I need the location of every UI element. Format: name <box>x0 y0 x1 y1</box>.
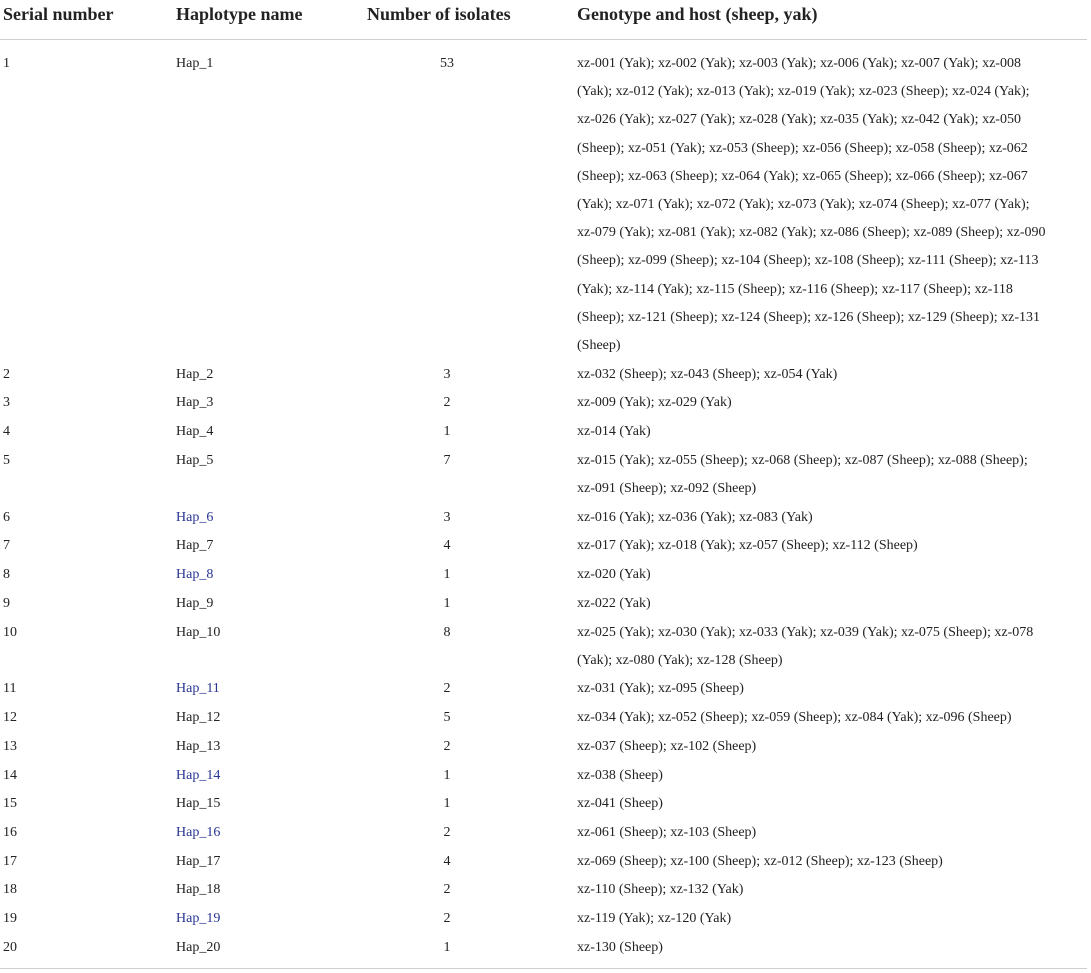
genotype-host-line: xz-009 (Yak); xz-029 (Yak) <box>577 395 732 411</box>
isolate-count-cell: 5 <box>443 710 451 726</box>
isolate-count-cell: 4 <box>443 853 451 869</box>
genotype-host-line: (Sheep); xz-099 (Sheep); xz-104 (Sheep); xz-108 (Sheep); xz-111 (Sheep); xz-113 <box>577 253 1039 269</box>
genotype-host-line: xz-032 (Sheep); xz-043 (Sheep); xz-054 (Yak) <box>577 366 838 382</box>
isolate-count-cell: 2 <box>443 824 451 840</box>
haplotype-name-cell: Hap_13 <box>176 738 221 754</box>
haplotype-name-cell: Hap_12 <box>176 710 221 726</box>
serial-number-cell: 16 <box>3 824 17 840</box>
isolate-count-cell: 1 <box>443 567 451 583</box>
haplotype-name-link[interactable]: Hap_8 <box>176 567 214 583</box>
genotype-host-line: xz-020 (Yak) <box>577 567 651 583</box>
genotype-host-line: xz-038 (Sheep) <box>577 767 663 783</box>
genotype-host-line: xz-091 (Sheep); xz-092 (Sheep) <box>577 481 757 496</box>
genotype-host-line: xz-025 (Yak); xz-030 (Yak); xz-033 (Yak); xz-039 (Yak); xz-075 (Sheep); xz-078 <box>577 624 1034 640</box>
genotype-host-line: xz-079 (Yak); xz-081 (Yak); xz-082 (Yak); xz-086 (Sheep); xz-089 (Sheep); xz-090 <box>577 225 1046 241</box>
serial-number-cell: 15 <box>3 796 17 812</box>
isolate-count-cell: 2 <box>443 681 451 697</box>
serial-number-cell: 3 <box>3 395 10 411</box>
header-serial-number: Serial number <box>3 4 114 24</box>
serial-number-cell: 7 <box>3 538 10 554</box>
genotype-host-line: (Sheep); xz-051 (Yak); xz-053 (Sheep); xz-056 (Sheep); xz-058 (Sheep); xz-062 <box>577 140 1028 156</box>
genotype-host-cell <box>577 561 1067 589</box>
haplotype-name-cell: Hap_7 <box>176 538 214 554</box>
isolate-count-cell: 2 <box>443 882 451 898</box>
genotype-host-cell <box>577 447 1067 503</box>
genotype-host-line: xz-037 (Sheep); xz-102 (Sheep) <box>577 738 757 754</box>
genotype-host-line: xz-017 (Yak); xz-018 (Yak); xz-057 (Sheep); xz-112 (Sheep) <box>577 538 918 554</box>
table-bottom-rule <box>0 968 1087 969</box>
serial-number-cell: 1 <box>3 56 10 71</box>
genotype-host-cell <box>577 50 1067 360</box>
haplotype-name-link[interactable]: Hap_6 <box>176 509 214 525</box>
genotype-host-line: xz-022 (Yak) <box>577 595 651 611</box>
isolate-count-cell: 1 <box>443 767 451 783</box>
genotype-host-cell <box>577 418 1067 446</box>
genotype-host-line: xz-130 (Sheep) <box>577 939 663 955</box>
serial-number-cell: 10 <box>3 624 17 640</box>
genotype-host-line: (Sheep); xz-063 (Sheep); xz-064 (Yak); xz-065 (Sheep); xz-066 (Sheep); xz-067 <box>577 168 1028 184</box>
serial-number-cell: 9 <box>3 595 10 611</box>
genotype-host-cell <box>577 733 1067 761</box>
haplotype-name-cell: Hap_20 <box>176 939 221 955</box>
serial-number-cell: 2 <box>3 366 10 382</box>
header-divider <box>0 39 1087 40</box>
haplotype-name-cell: Hap_10 <box>176 624 221 640</box>
genotype-host-cell <box>577 704 1067 732</box>
serial-number-cell: 5 <box>3 452 10 468</box>
genotype-host-line: xz-014 (Yak) <box>577 424 651 440</box>
genotype-host-cell <box>577 619 1067 675</box>
genotype-host-line: xz-069 (Sheep); xz-100 (Sheep); xz-012 (Sheep); xz-123 (Sheep) <box>577 853 943 869</box>
genotype-host-cell <box>577 590 1067 618</box>
isolate-count-cell: 8 <box>443 624 451 640</box>
genotype-host-line: xz-015 (Yak); xz-055 (Sheep); xz-068 (Sheep); xz-087 (Sheep); xz-088 (Sheep); <box>577 452 1028 468</box>
isolate-count-cell: 2 <box>443 738 451 754</box>
genotype-host-line: xz-061 (Sheep); xz-103 (Sheep) <box>577 824 757 840</box>
serial-number-cell: 17 <box>3 853 17 869</box>
genotype-host-line: xz-031 (Yak); xz-095 (Sheep) <box>577 681 744 697</box>
genotype-host-cell <box>577 361 1067 389</box>
genotype-host-line: (Yak); xz-071 (Yak); xz-072 (Yak); xz-073 (Yak); xz-074 (Sheep); xz-077 (Yak); <box>577 197 1030 213</box>
haplotype-name-link[interactable]: Hap_14 <box>176 767 221 783</box>
genotype-host-line: xz-110 (Sheep); xz-132 (Yak) <box>577 882 744 898</box>
haplotype-name-cell: Hap_5 <box>176 452 214 468</box>
genotype-host-line: (Sheep) <box>577 338 621 354</box>
isolate-count-cell: 3 <box>443 509 451 525</box>
header-genotype-host: Genotype and host (sheep, yak) <box>577 4 818 24</box>
genotype-host-line: (Sheep); xz-121 (Sheep); xz-124 (Sheep); xz-126 (Sheep); xz-129 (Sheep); xz-131 <box>577 309 1041 325</box>
genotype-host-line: xz-001 (Yak); xz-002 (Yak); xz-003 (Yak); xz-006 (Yak); xz-007 (Yak); xz-008 <box>577 56 1021 71</box>
haplotype-name-cell: Hap_9 <box>176 595 214 611</box>
genotype-host-cell <box>577 819 1067 847</box>
genotype-host-cell <box>577 790 1067 818</box>
genotype-host-cell <box>577 389 1067 417</box>
haplotype-name-cell: Hap_4 <box>176 424 214 440</box>
serial-number-cell: 8 <box>3 567 10 583</box>
isolate-count-cell: 1 <box>443 595 451 611</box>
serial-number-cell: 6 <box>3 509 10 525</box>
genotype-host-cell <box>577 934 1067 962</box>
header-number-of-isolates: Number of isolates <box>367 4 511 24</box>
haplotype-name-link[interactable]: Hap_11 <box>176 681 220 697</box>
serial-number-cell: 11 <box>3 681 17 697</box>
isolate-count-cell: 1 <box>443 424 451 440</box>
genotype-host-line: (Yak); xz-114 (Yak); xz-115 (Sheep); xz-116 (Sheep); xz-117 (Sheep); xz-118 <box>577 281 1013 297</box>
genotype-host-cell <box>577 532 1067 560</box>
isolate-count-cell: 53 <box>440 56 454 71</box>
genotype-host-cell <box>577 905 1067 933</box>
genotype-host-line: xz-034 (Yak); xz-052 (Sheep); xz-059 (Sheep); xz-084 (Yak); xz-096 (Sheep) <box>577 710 1012 726</box>
haplotype-name-cell: Hap_15 <box>176 796 221 812</box>
haplotype-name-cell: Hap_2 <box>176 366 214 382</box>
isolate-count-cell: 3 <box>443 366 451 382</box>
isolate-count-cell: 2 <box>443 911 451 926</box>
genotype-host-line: (Yak); xz-012 (Yak); xz-013 (Yak); xz-019 (Yak); xz-023 (Sheep); xz-024 (Yak); <box>577 84 1030 100</box>
isolate-count-cell: 2 <box>443 395 451 411</box>
isolate-count-cell: 4 <box>443 538 451 554</box>
haplotype-name-link[interactable]: Hap_19 <box>176 911 221 926</box>
isolate-count-cell: 7 <box>443 452 451 468</box>
serial-number-cell: 14 <box>3 767 17 783</box>
header-haplotype-name: Haplotype name <box>176 4 303 24</box>
serial-number-cell: 18 <box>3 882 17 898</box>
genotype-host-cell <box>577 504 1067 532</box>
serial-number-cell: 12 <box>3 710 17 726</box>
haplotype-name-cell: Hap_17 <box>176 853 221 869</box>
isolate-count-cell: 1 <box>443 796 451 812</box>
genotype-host-line: xz-041 (Sheep) <box>577 796 663 812</box>
genotype-host-line: xz-026 (Yak); xz-027 (Yak); xz-028 (Yak); xz-035 (Yak); xz-042 (Yak); xz-050 <box>577 112 1021 128</box>
serial-number-cell: 4 <box>3 424 10 440</box>
genotype-host-line: (Yak); xz-080 (Yak); xz-128 (Sheep) <box>577 652 783 668</box>
serial-number-cell: 13 <box>3 738 17 754</box>
haplotype-name-link[interactable]: Hap_16 <box>176 824 221 840</box>
serial-number-cell: 19 <box>3 911 17 926</box>
isolate-count-cell: 1 <box>443 939 451 955</box>
genotype-host-cell <box>577 876 1067 904</box>
genotype-host-line: xz-119 (Yak); xz-120 (Yak) <box>577 911 732 926</box>
haplotype-name-cell: Hap_1 <box>176 56 214 71</box>
serial-number-cell: 20 <box>3 939 17 955</box>
genotype-host-cell <box>577 675 1067 703</box>
haplotype-name-cell: Hap_3 <box>176 395 214 411</box>
genotype-host-cell <box>577 848 1067 876</box>
genotype-host-cell <box>577 762 1067 790</box>
haplotype-name-cell: Hap_18 <box>176 882 221 898</box>
genotype-host-line: xz-016 (Yak); xz-036 (Yak); xz-083 (Yak) <box>577 509 813 525</box>
